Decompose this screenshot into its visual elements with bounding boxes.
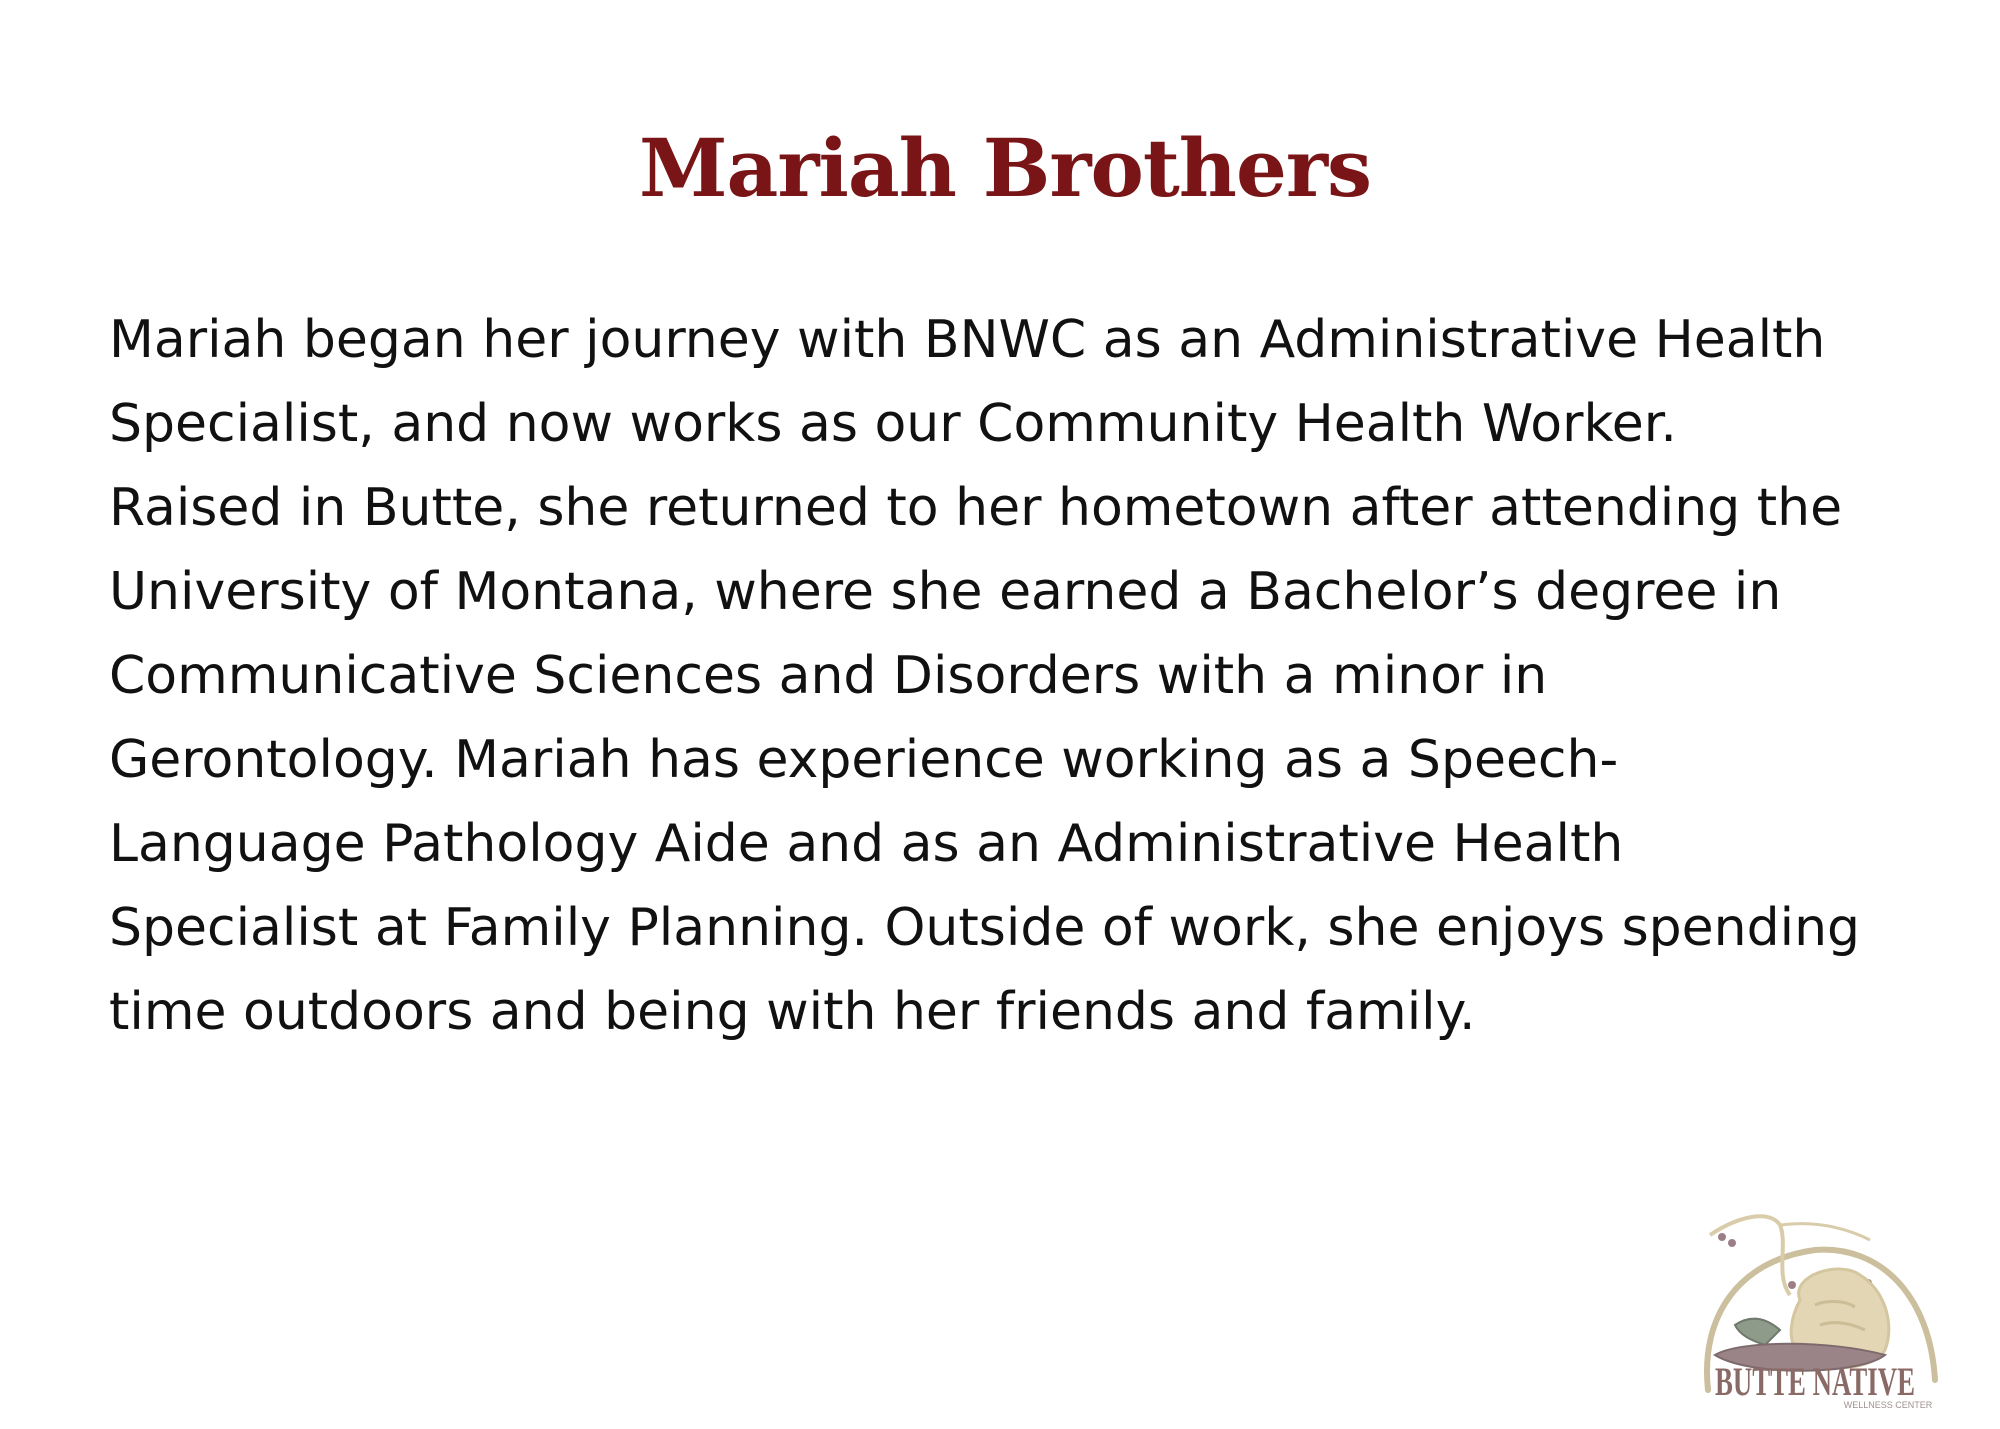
bio-line: Specialist, and now works as our Community Health Worker. bbox=[109, 394, 1677, 454]
butte-native-logo bbox=[1680, 1205, 1950, 1410]
bio-paragraph bbox=[109, 298, 1989, 1054]
bio-line: Gerontology. Mariah has experience working as a Speech- bbox=[109, 730, 1619, 790]
bio-line: Language Pathology Aide and as an Administrative Health bbox=[109, 814, 1624, 874]
bio-line: Communicative Sciences and Disorders with a minor in bbox=[109, 646, 1548, 706]
bio-line: Raised in Butte, she returned to her hometown after attending the bbox=[109, 478, 1843, 538]
bio-line: Mariah began her journey with BNWC as an Administrative Health bbox=[109, 310, 1826, 370]
logo-tagline: WELLNESS CENTER bbox=[1843, 1400, 1933, 1410]
bio-line: University of Montana, where she earned a Bachelor’s degree in bbox=[109, 562, 1782, 622]
bio-line: Specialist at Family Planning. Outside of work, she enjoys spending bbox=[109, 898, 1861, 958]
logo-name: BUTTE NATIVE bbox=[1715, 1359, 1915, 1404]
bio-line: time outdoors and being with her friends and family. bbox=[109, 982, 1476, 1042]
page-title: Mariah Brothers bbox=[638, 121, 1372, 215]
